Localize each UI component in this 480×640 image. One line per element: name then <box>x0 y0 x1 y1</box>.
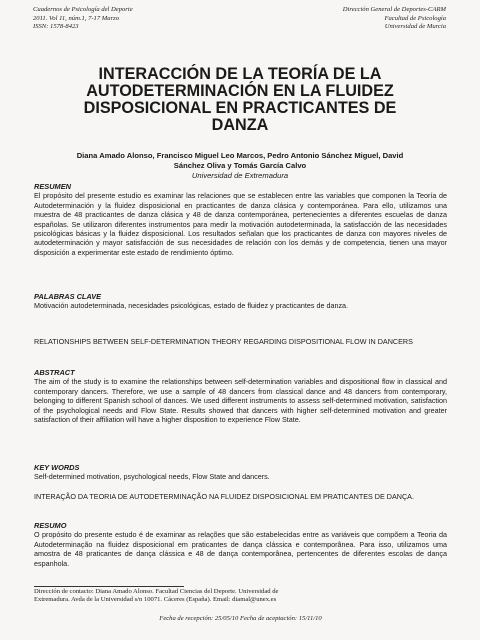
english-title-text: RELATIONSHIPS BETWEEN SELF-DETERMINATION THEORY REGARDING DISPOSITIONAL FLOW IN DANCERS <box>34 337 413 346</box>
resumen-section <box>34 182 447 257</box>
publisher-header <box>343 6 446 32</box>
title-line: INTERACCIÓN DE LA TEORÍA DE LA <box>98 65 382 83</box>
author-list <box>34 151 446 171</box>
footnote-line: Dirección de contacto: Diana Amado Alonso. Facultad Ciencias del Deporte. Universidad de <box>34 588 279 595</box>
journal-issn: ISSN: 1578-8423 <box>33 23 79 31</box>
title-line: AUTODETERMINACIÓN EN LA FLUIDEZ <box>86 82 394 100</box>
key-words-text: Self-determined motivation, psychological needs, Flow State and dancers. <box>34 472 270 482</box>
resumo-text: O propósito do presente estudo é de examinar as relações que são estabelecidas entre as variáveis que compõem a Teoria da Autodeterminação na fluidez disposicional em praticantes de dança clássica e contemporânea. Para isso, utilizamos uma amostra de 48 praticantes de dança clássica e 48 de dança contemporânea, pertencentes de diferentes escolas de dança espanhola. <box>34 530 447 568</box>
title-line: DISPOSICIONAL EN PRACTICANTES DE <box>83 99 397 117</box>
footnote-line: Extremadura. Avda de la Universidad s/n 10071. Cáceres (España). Email: diamal@unex.es <box>34 596 277 604</box>
authors-line: Diana Amado Alonso, Francisco Miguel Leo Marcos, Pedro Antonio Sánchez Miguel, David <box>76 151 404 160</box>
university-line: Universidad de Murcia <box>384 23 446 31</box>
abstract-heading: ABSTRACT <box>34 368 75 377</box>
abstract-text: The aim of the study is to examine the relationships between self-determination variables and dispositional flow in classical and contemporary dancers. Therefore, we use a sample of 48 dancers from classical dance and 48 dancers from contemporary, belonging to different Spanish school of dances. We used different instruments to assess self-determined motivation, satisfaction of the psychological needs and Flow State. Results showed that dancers with higher self-determined motivation and greater satisfaction of their affiliation will have a higher disposition to experience Flow State. <box>34 377 447 425</box>
submission-dates: Fecha de recepción: 25/05/10 Fecha de aceptación: 15/11/10 <box>159 615 322 622</box>
title-line: DANZA <box>211 116 269 134</box>
publisher-line: Dirección General de Deportes-CARM <box>342 6 446 13</box>
palabras-clave-text: Motivación autodeterminada, necesidades psicológicas, estado de fluidez y practicantes de danza. <box>34 301 349 311</box>
faculty-line: Facultad de Psicología <box>384 14 446 22</box>
contact-footnote <box>34 588 447 605</box>
resumo-heading: RESUMO <box>34 521 67 530</box>
footnote-divider <box>34 586 184 587</box>
portuguese-title <box>34 492 447 501</box>
resumen-heading: RESUMEN <box>34 182 71 191</box>
journal-name: Cuadernos de Psicología del Deporte <box>33 6 133 13</box>
authors-line: Sánchez Oliva y Tomás García Calvo <box>173 161 307 170</box>
key-words-section <box>34 463 447 482</box>
key-words-heading: KEY WORDS <box>34 463 80 472</box>
journal-header <box>33 6 133 32</box>
palabras-clave-heading: PALABRAS CLAVE <box>34 292 102 301</box>
resumo-section <box>34 521 447 568</box>
resumen-text: El propósito del presente estudio es examinar las relaciones que se establecen entre las variables que componen la Teoría de Autodeterminación y la fluidez disposicional en practicantes de danza clásica y contemporánea. Para ello, utilizamos una muestra de 48 practicantes de danza clásica y 48 de danza contemporánea, pertenecientes a diferentes escuelas de danza españolas. Se utilizaron diferentes instrumentos para medir la motivación autodeterminada, la satisfacción de las necesidades psicológicas básicas y la fluidez disposicional. Los resultados señalan que los practicantes de danza con mayores niveles de autodeterminación y mayor satisfacción de sus necesidades de relación con los demás y de competencia, tienen una mayor disposición a experimentar este estado de rendimiento óptimo. <box>34 191 447 257</box>
palabras-clave-section <box>34 292 447 311</box>
english-title <box>34 337 447 346</box>
abstract-section <box>34 368 447 424</box>
affiliation: Universidad de Extremadura <box>191 171 289 180</box>
journal-volume: 2011. Vol 11, núm.1, 7-17 Marzo <box>33 14 120 22</box>
portuguese-title-text: INTERAÇÃO DA TEORIA DE AUTODETERMINAÇÃO NA FLUIDEZ DISPOSICIONAL EM PRATICANTES DE DANÇA. <box>34 492 414 501</box>
article-title <box>40 66 440 134</box>
